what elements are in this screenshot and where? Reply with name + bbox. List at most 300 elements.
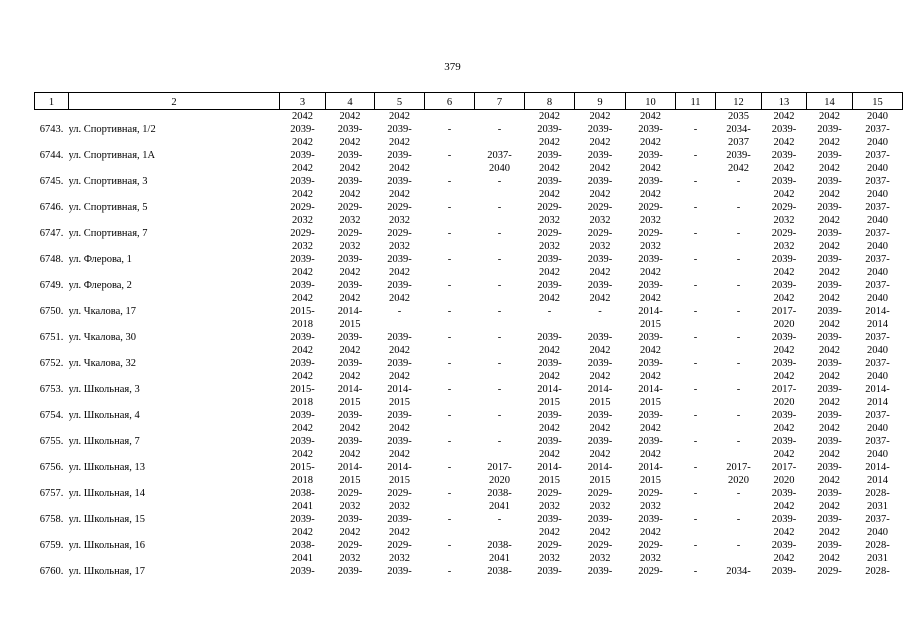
period-start-cell: 2039- xyxy=(337,410,363,421)
period-end-cell: 2032 xyxy=(640,241,661,252)
period-start-cell: 2039- xyxy=(638,436,663,447)
period-end-cell: 2042 xyxy=(339,267,361,278)
table-row-continuation xyxy=(35,396,903,409)
period-end-cell: 2042 xyxy=(339,371,361,382)
table-row xyxy=(35,331,903,344)
period-start-cell: 2039- xyxy=(387,150,412,161)
period-start-cell: - xyxy=(447,410,452,421)
empty-cell xyxy=(69,526,280,539)
row-number: 6743. xyxy=(39,124,64,135)
period-end-cell: 2040 xyxy=(867,371,888,382)
address: ул. Школьная, 13 xyxy=(68,462,145,473)
period-end-cell: 2042 xyxy=(773,345,795,356)
table-row-continuation xyxy=(35,526,903,539)
column-header-9: 9 xyxy=(575,93,626,110)
period-start-cell: 2039- xyxy=(387,514,412,525)
period-start-cell: - xyxy=(447,462,452,473)
period-start-cell: 2039- xyxy=(537,566,562,577)
period-start-cell: 2028- xyxy=(865,488,890,499)
period-end-cell xyxy=(716,526,762,539)
period-end-cell: 2015 xyxy=(339,475,361,486)
period-start-cell: - xyxy=(693,306,698,317)
period-end-cell: 2032 xyxy=(389,241,410,252)
period-start-cell: - xyxy=(736,488,741,499)
table-row xyxy=(35,539,903,552)
period-start-cell: 2039- xyxy=(771,332,797,343)
table-row xyxy=(35,565,903,578)
address: ул. Чкалова, 30 xyxy=(68,332,137,343)
period-start-cell: 2029- xyxy=(638,566,663,577)
period-end-cell: 2040 xyxy=(867,137,888,148)
period-start-cell: - xyxy=(497,332,502,343)
empty-cell xyxy=(35,422,69,435)
period-end-cell xyxy=(425,500,475,513)
period-start-cell: 2039- xyxy=(638,254,663,265)
empty-cell xyxy=(69,474,280,487)
empty-cell xyxy=(69,188,280,201)
period-start-cell: 2039- xyxy=(537,436,562,447)
period-end-cell: 2042 xyxy=(819,215,840,226)
period-end-cell xyxy=(425,214,475,227)
period-start-cell: - xyxy=(447,254,452,265)
period-end-cell: 2042 xyxy=(539,137,560,148)
period-start-cell: 2039- xyxy=(537,124,562,135)
period-start-cell: 2039- xyxy=(817,332,842,343)
period-end-cell: 2042 xyxy=(640,189,661,200)
period-end-cell: 2042 xyxy=(339,293,361,304)
period-end-cell: 2032 xyxy=(539,241,560,252)
period-end-cell xyxy=(375,318,425,331)
period-start-cell: - xyxy=(693,228,698,239)
period-start-cell: 2037- xyxy=(865,254,890,265)
column-header-15: 15 xyxy=(853,93,903,110)
column-header-2: 2 xyxy=(69,93,280,110)
period-end-cell: 2032 xyxy=(292,241,313,252)
period-start-cell: 2039- xyxy=(771,176,797,187)
period-start-cell: 2015- xyxy=(290,306,315,317)
period-start-cell: 2029- xyxy=(337,488,363,499)
period-end-cell: 2042 xyxy=(819,319,840,330)
period-start-cell: 2017- xyxy=(487,462,512,473)
empty-cell xyxy=(35,370,69,383)
period-end-cell: 2042 xyxy=(292,449,313,460)
period-start-cell: 2039- xyxy=(638,514,663,525)
period-end-cell: 2042 xyxy=(292,163,313,174)
period-start-cell: 2017- xyxy=(771,384,797,395)
period-start-cell: 2039- xyxy=(537,280,562,291)
period-end-cell: 2042 xyxy=(389,189,410,200)
empty-cell xyxy=(35,214,69,227)
period-end-cell: 2042 xyxy=(773,293,795,304)
period-end-cell: 2042 xyxy=(539,267,560,278)
period-end-cell: 2042 xyxy=(539,371,560,382)
period-start-cell: 2037- xyxy=(865,202,890,213)
period-start-cell: 2039- xyxy=(387,254,412,265)
period-start-cell: 2029- xyxy=(638,488,663,499)
period-start-cell: 2038- xyxy=(487,566,512,577)
address: ул. Спортивная, 7 xyxy=(68,228,148,239)
row-number: 6748. xyxy=(39,254,64,265)
period-start-cell: 2039- xyxy=(337,176,363,187)
period-end-cell: 2020 xyxy=(773,319,795,330)
period-start-cell: 2034- xyxy=(726,124,751,135)
period-start-cell: 2037- xyxy=(865,280,890,291)
table-row xyxy=(35,487,903,500)
period-start-cell: 2039- xyxy=(587,124,613,135)
period-start-cell: 2014- xyxy=(865,384,890,395)
column-header-5: 5 xyxy=(375,93,425,110)
period-end-cell xyxy=(676,162,716,175)
empty-cell xyxy=(35,240,69,253)
period-start-cell: - xyxy=(693,566,698,577)
period-end-cell: 2020 xyxy=(728,475,749,486)
address: ул. Школьная, 15 xyxy=(68,514,145,525)
period-end-cell: 2032 xyxy=(589,501,611,512)
row-number: 6751. xyxy=(39,332,64,343)
schedule-table xyxy=(34,92,903,578)
column-header-11: 11 xyxy=(676,93,716,110)
period-start-cell: 2039- xyxy=(337,332,363,343)
period-end-cell xyxy=(676,188,716,201)
period-end-cell: 2042 xyxy=(819,527,840,538)
period-start-cell: 2039- xyxy=(638,358,663,369)
period-start-cell: 2037- xyxy=(865,358,890,369)
table-row-continuation xyxy=(35,292,903,305)
period-start-cell: 2039- xyxy=(817,228,842,239)
period-start-cell: - xyxy=(736,540,741,551)
empty-cell xyxy=(35,162,69,175)
table-row xyxy=(35,409,903,422)
period-start-cell: - xyxy=(497,306,502,317)
carry-cell: 2042 xyxy=(539,111,560,122)
row-number: 6755. xyxy=(39,436,64,447)
period-end-cell xyxy=(425,526,475,539)
table-row xyxy=(35,227,903,240)
period-start-cell: 2039- xyxy=(771,514,797,525)
row-number: 6749. xyxy=(39,280,64,291)
period-end-cell: 2040 xyxy=(489,163,510,174)
period-end-cell xyxy=(425,474,475,487)
period-end-cell: 2042 xyxy=(819,189,840,200)
table-row-continuation xyxy=(35,240,903,253)
period-end-cell: 2042 xyxy=(819,501,840,512)
period-start-cell: - xyxy=(447,332,452,343)
period-start-cell: 2039- xyxy=(387,280,412,291)
period-start-cell: 2037- xyxy=(865,514,890,525)
period-end-cell: 2042 xyxy=(773,423,795,434)
period-end-cell: 2032 xyxy=(389,501,410,512)
column-header-3: 3 xyxy=(280,93,326,110)
row-number: 6757. xyxy=(39,488,64,499)
period-end-cell: 2042 xyxy=(589,345,611,356)
period-start-cell: 2039- xyxy=(638,150,663,161)
period-end-cell: 2032 xyxy=(773,241,795,252)
period-start-cell: 2029- xyxy=(387,228,412,239)
period-end-cell: 2042 xyxy=(339,449,361,460)
period-end-cell: 2032 xyxy=(339,241,361,252)
column-header-7: 7 xyxy=(475,93,525,110)
period-start-cell: 2029- xyxy=(290,202,315,213)
period-start-cell: 2037- xyxy=(865,124,890,135)
period-start-cell: - xyxy=(693,202,698,213)
period-start-cell: - xyxy=(693,488,698,499)
period-start-cell: 2039- xyxy=(337,514,363,525)
period-start-cell: 2029- xyxy=(537,540,562,551)
period-end-cell: 2042 xyxy=(819,293,840,304)
period-end-cell: 2040 xyxy=(867,527,888,538)
row-number: 6744. xyxy=(39,150,64,161)
table-row xyxy=(35,149,903,162)
period-end-cell xyxy=(475,136,525,149)
period-start-cell: 2039- xyxy=(817,280,842,291)
period-end-cell xyxy=(475,370,525,383)
period-start-cell: - xyxy=(497,436,502,447)
period-start-cell: 2037- xyxy=(865,150,890,161)
period-start-cell: - xyxy=(736,436,741,447)
period-end-cell xyxy=(716,500,762,513)
period-end-cell: 2031 xyxy=(867,501,888,512)
period-start-cell: 2039- xyxy=(587,514,613,525)
period-end-cell: 2032 xyxy=(539,553,560,564)
period-start-cell: - xyxy=(447,514,452,525)
period-end-cell: 2042 xyxy=(819,137,840,148)
period-start-cell: 2029- xyxy=(771,202,797,213)
period-end-cell: 2020 xyxy=(489,475,510,486)
period-start-cell: 2029- xyxy=(337,540,363,551)
period-end-cell xyxy=(475,292,525,305)
period-start-cell: - xyxy=(693,358,698,369)
row-number: 6754. xyxy=(39,410,64,421)
period-start-cell: 2039- xyxy=(587,566,613,577)
table-row xyxy=(35,175,903,188)
period-end-cell: 2042 xyxy=(819,449,840,460)
period-start-cell: 2039- xyxy=(537,358,562,369)
carry-cell xyxy=(69,110,280,124)
address: ул. Школьная, 7 xyxy=(68,436,140,447)
period-start-cell: - xyxy=(447,566,452,577)
period-end-cell xyxy=(676,396,716,409)
period-start-cell: 2029- xyxy=(587,540,613,551)
period-start-cell: - xyxy=(598,306,602,317)
row-number: 6752. xyxy=(39,358,64,369)
column-header-1: 1 xyxy=(35,93,69,110)
period-start-cell: - xyxy=(497,410,502,421)
period-start-cell: - xyxy=(447,306,452,317)
address: ул. Спортивная, 1А xyxy=(68,150,156,161)
page-number: 379 xyxy=(444,61,461,73)
period-start-cell: - xyxy=(693,436,698,447)
row-number: 6750. xyxy=(39,306,64,317)
period-end-cell: 2042 xyxy=(819,163,840,174)
period-start-cell: 2029- xyxy=(638,540,663,551)
period-end-cell: 2042 xyxy=(589,371,611,382)
period-end-cell: 2032 xyxy=(389,215,410,226)
period-start-cell: 2039- xyxy=(771,254,797,265)
period-end-cell xyxy=(475,188,525,201)
period-end-cell xyxy=(716,396,762,409)
table-row xyxy=(35,513,903,526)
period-end-cell: 2014 xyxy=(867,319,888,330)
period-start-cell: 2029- xyxy=(638,228,663,239)
period-end-cell xyxy=(676,344,716,357)
period-start-cell: 2039- xyxy=(387,566,412,577)
period-end-cell: 2042 xyxy=(539,449,560,460)
period-end-cell: 2042 xyxy=(339,527,361,538)
period-start-cell: 2029- xyxy=(587,202,613,213)
row-number: 6753. xyxy=(39,384,64,395)
period-start-cell: 2039- xyxy=(817,462,842,473)
period-end-cell: 2042 xyxy=(292,293,313,304)
period-start-cell: 2039- xyxy=(387,358,412,369)
period-end-cell: 2042 xyxy=(389,371,410,382)
period-end-cell xyxy=(716,266,762,279)
period-end-cell: 2042 xyxy=(389,345,410,356)
period-start-cell: - xyxy=(447,436,452,447)
period-end-cell: 2042 xyxy=(589,449,611,460)
period-end-cell: 2040 xyxy=(867,241,888,252)
period-start-cell: 2039- xyxy=(337,280,363,291)
period-end-cell xyxy=(475,266,525,279)
period-end-cell xyxy=(425,448,475,461)
period-start-cell: 2039- xyxy=(290,124,315,135)
period-end-cell: 2042 xyxy=(292,189,313,200)
empty-cell xyxy=(35,474,69,487)
period-start-cell: - xyxy=(447,384,452,395)
row-number: 6746. xyxy=(39,202,64,213)
period-end-cell: 2042 xyxy=(773,553,795,564)
period-end-cell xyxy=(425,344,475,357)
period-start-cell: - xyxy=(736,202,741,213)
period-end-cell: 2042 xyxy=(640,449,661,460)
table-row-continuation xyxy=(35,318,903,331)
table-row-continuation xyxy=(35,188,903,201)
period-end-cell xyxy=(716,240,762,253)
empty-cell xyxy=(35,344,69,357)
address: ул. Школьная, 14 xyxy=(68,488,145,499)
table-row xyxy=(35,253,903,266)
period-start-cell: - xyxy=(693,176,698,187)
period-end-cell: 2015 xyxy=(339,319,361,330)
empty-cell xyxy=(69,422,280,435)
period-end-cell: 2042 xyxy=(773,449,795,460)
period-start-cell: 2039- xyxy=(337,124,363,135)
empty-cell xyxy=(69,214,280,227)
period-end-cell: 2042 xyxy=(539,527,560,538)
table-row-continuation xyxy=(35,344,903,357)
period-end-cell xyxy=(676,370,716,383)
table-row-continuation xyxy=(35,162,903,175)
period-start-cell: 2039- xyxy=(387,124,412,135)
period-start-cell: 2037- xyxy=(865,332,890,343)
period-end-cell xyxy=(676,526,716,539)
period-start-cell: - xyxy=(736,306,741,317)
period-start-cell: 2014- xyxy=(337,306,363,317)
period-end-cell xyxy=(475,448,525,461)
period-start-cell: 2029- xyxy=(771,228,797,239)
period-start-cell: 2029- xyxy=(387,488,412,499)
period-end-cell: 2042 xyxy=(773,501,795,512)
period-start-cell: 2039- xyxy=(290,358,315,369)
address: ул. Флерова, 1 xyxy=(68,254,132,265)
period-end-cell: 2042 xyxy=(292,423,313,434)
address: ул. Школьная, 16 xyxy=(68,540,145,551)
period-end-cell: 2015 xyxy=(389,475,410,486)
period-end-cell xyxy=(425,266,475,279)
period-end-cell: 2042 xyxy=(773,371,795,382)
period-start-cell: 2039- xyxy=(638,332,663,343)
period-end-cell: 2040 xyxy=(867,267,888,278)
period-start-cell: - xyxy=(497,124,502,135)
period-end-cell xyxy=(676,318,716,331)
address: ул. Флерова, 2 xyxy=(68,280,132,291)
table-row xyxy=(35,123,903,136)
period-end-cell: 2015 xyxy=(589,397,611,408)
period-end-cell: 2042 xyxy=(773,527,795,538)
period-end-cell: 2042 xyxy=(640,267,661,278)
period-end-cell: 2042 xyxy=(640,527,661,538)
empty-cell xyxy=(69,500,280,513)
period-start-cell: 2039- xyxy=(638,176,663,187)
period-start-cell: - xyxy=(447,540,452,551)
period-end-cell: 2042 xyxy=(819,267,840,278)
period-start-cell: 2039- xyxy=(638,280,663,291)
table-row xyxy=(35,357,903,370)
period-start-cell: - xyxy=(547,306,552,317)
table-row-continuation xyxy=(35,370,903,383)
period-end-cell: 2042 xyxy=(640,371,661,382)
column-header-13: 13 xyxy=(762,93,807,110)
period-start-cell: 2029- xyxy=(638,202,663,213)
period-end-cell: 2018 xyxy=(292,319,313,330)
period-end-cell: 2042 xyxy=(292,345,313,356)
period-start-cell: 2039- xyxy=(817,202,842,213)
period-end-cell: 2042 xyxy=(539,163,560,174)
table-row-continuation xyxy=(35,474,903,487)
period-start-cell: - xyxy=(497,358,502,369)
period-end-cell: 2037 xyxy=(728,137,749,148)
period-end-cell: 2020 xyxy=(773,397,795,408)
table-row xyxy=(35,435,903,448)
period-start-cell: - xyxy=(693,410,698,421)
period-start-cell: 2039- xyxy=(771,540,797,551)
carry-cell: 2040 xyxy=(867,111,888,122)
period-end-cell: 2042 xyxy=(539,423,560,434)
period-end-cell: 2042 xyxy=(389,163,410,174)
period-start-cell: 2015- xyxy=(290,462,315,473)
period-start-cell: 2039- xyxy=(290,150,315,161)
empty-cell xyxy=(35,292,69,305)
period-start-cell: - xyxy=(693,462,698,473)
period-end-cell: 2032 xyxy=(589,215,611,226)
period-end-cell xyxy=(716,214,762,227)
period-end-cell: 2041 xyxy=(292,501,313,512)
period-start-cell: 2029- xyxy=(387,540,412,551)
period-start-cell: - xyxy=(736,254,741,265)
period-start-cell: 2039- xyxy=(587,176,613,187)
period-end-cell: 2042 xyxy=(640,293,661,304)
period-start-cell: 2039- xyxy=(587,410,613,421)
period-start-cell: - xyxy=(693,124,698,135)
period-end-cell: 2042 xyxy=(819,241,840,252)
period-start-cell: 2029- xyxy=(387,202,412,213)
period-end-cell: 2032 xyxy=(589,553,611,564)
period-end-cell: 2042 xyxy=(819,397,840,408)
period-end-cell: 2032 xyxy=(773,215,795,226)
period-start-cell: 2029- xyxy=(817,566,842,577)
period-end-cell: 2042 xyxy=(389,137,410,148)
period-end-cell: 2042 xyxy=(292,137,313,148)
period-start-cell: 2039- xyxy=(290,176,315,187)
